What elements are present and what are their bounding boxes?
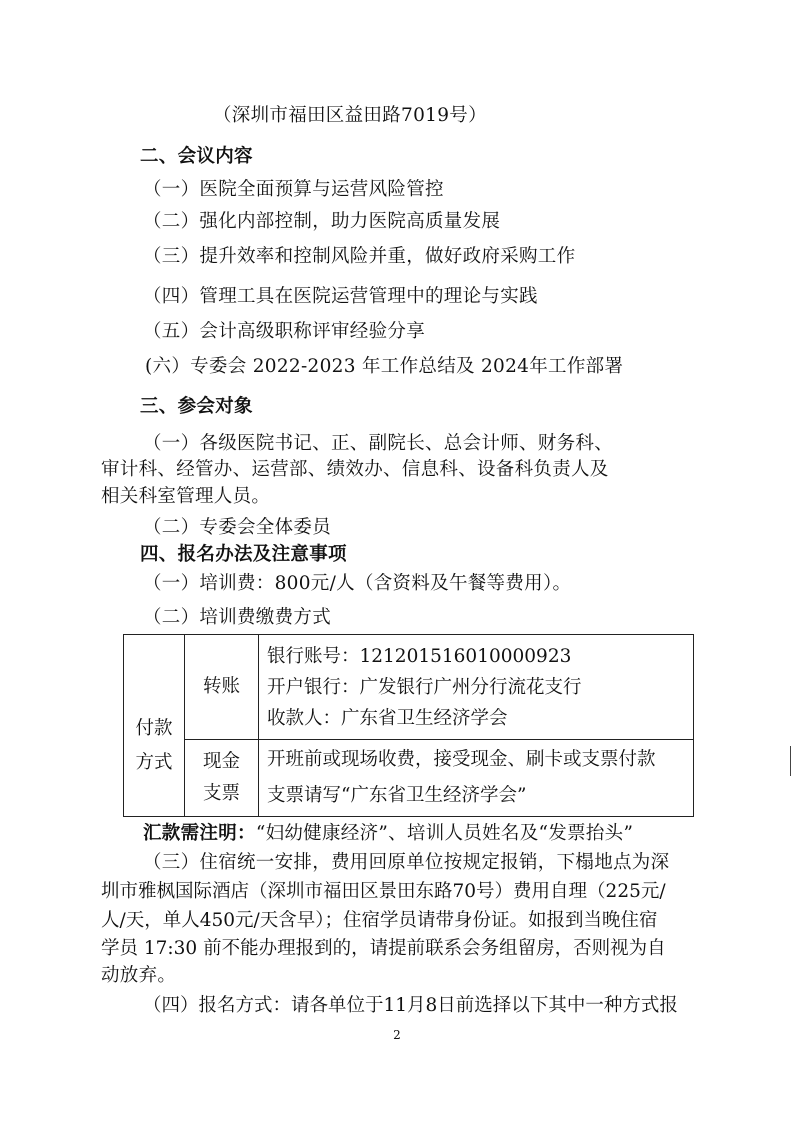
transfer-details-cell <box>259 635 694 740</box>
accommodation-line-5: 动放弃。 <box>101 965 177 986</box>
bank-account-line: 银行账号：121201516010000923 <box>267 645 572 667</box>
cash-description: 开班前或现场收费，接受现金、刷卡或支票付款 <box>267 749 656 770</box>
page-number: 2 <box>393 1028 401 1042</box>
cheque-description: 支票请写“广东省卫生经济学会” <box>267 785 527 806</box>
payment-table <box>123 634 694 817</box>
remittance-note-label: 汇款需注明： <box>143 823 256 844</box>
section-heading-content: 二、会议内容 <box>140 146 253 167</box>
accommodation-line-4: 学员 17:30 前不能办理报到的，请提前联系会务组留房，否则视为自 <box>101 938 666 959</box>
content-item-3: （三）提升效率和控制风险并重，做好政府采购工作 <box>143 246 576 267</box>
cash-label-1: 现金 <box>202 751 240 772</box>
cash-details-cell <box>259 740 694 817</box>
section-heading-registration: 四、报名办法及注意事项 <box>140 544 347 565</box>
fee-line: （一）培训费：800元/人（含资料及午餐等费用）。 <box>143 573 572 594</box>
address-line: （深圳市福田区益田路7019号） <box>213 105 487 126</box>
attendees-paragraph-line-3: 相关科室管理人员。 <box>101 486 271 507</box>
accommodation-line-3: 人/天，单人450元/天含早）；住宿学员请带身份证。如报到当晚住宿 <box>101 910 658 931</box>
payment-method-label-2: 方式 <box>135 751 173 773</box>
transfer-label: 转账 <box>202 676 240 697</box>
transfer-label-cell <box>185 635 259 740</box>
registration-method-line: （四）报名方式：请各单位于11月8日前选择以下其中一种方式报 <box>143 995 678 1016</box>
content-item-4: （四）管理工具在医院运营管理中的理论与实践 <box>143 286 538 307</box>
content-item-6: (六）专委会 2022-2023 年工作总结及 2024年工作部署 <box>145 356 624 377</box>
payment-method-heading: （二）培训费缴费方式 <box>143 607 332 628</box>
bank-name-line: 开户银行：广发银行广州分行流花支行 <box>267 676 582 698</box>
attendees-paragraph-line-1: （一）各级医院书记、正、副院长、总会计师、财务科、 <box>143 433 614 454</box>
accommodation-line-1: （三）住宿统一安排，费用回原单位按规定报销，下榻地点为深 <box>143 852 670 873</box>
attendees-paragraph-line-2: 审计科、经管办、运营部、绩效办、信息科、设备科负责人及 <box>101 459 609 480</box>
remittance-note-text: “妇幼健康经济”、培训人员姓名及“发票抬头” <box>255 823 634 844</box>
payee-line: 收款人：广东省卫生经济学会 <box>267 707 508 729</box>
remittance-note <box>143 822 633 846</box>
payment-method-label-1: 付款 <box>135 717 173 739</box>
cash-label-2: 支票 <box>202 783 240 804</box>
content-item-2: （二）强化内部控制，助力医院高质量发展 <box>143 211 501 232</box>
section-heading-attendees: 三、参会对象 <box>140 396 253 417</box>
attendees-item-2: （二）专委会全体委员 <box>143 517 332 538</box>
accommodation-line-2: 圳市雅枫国际酒店（深圳市福田区景田东路70号）费用自理（225元/ <box>101 881 666 902</box>
scan-edge-mark <box>790 746 791 776</box>
content-item-1: （一）医院全面预算与运营风险管控 <box>143 179 444 200</box>
cash-label-cell <box>185 740 259 817</box>
content-item-5: （五）会计高级职称评审经验分享 <box>143 321 426 342</box>
payment-method-cell <box>124 635 185 817</box>
